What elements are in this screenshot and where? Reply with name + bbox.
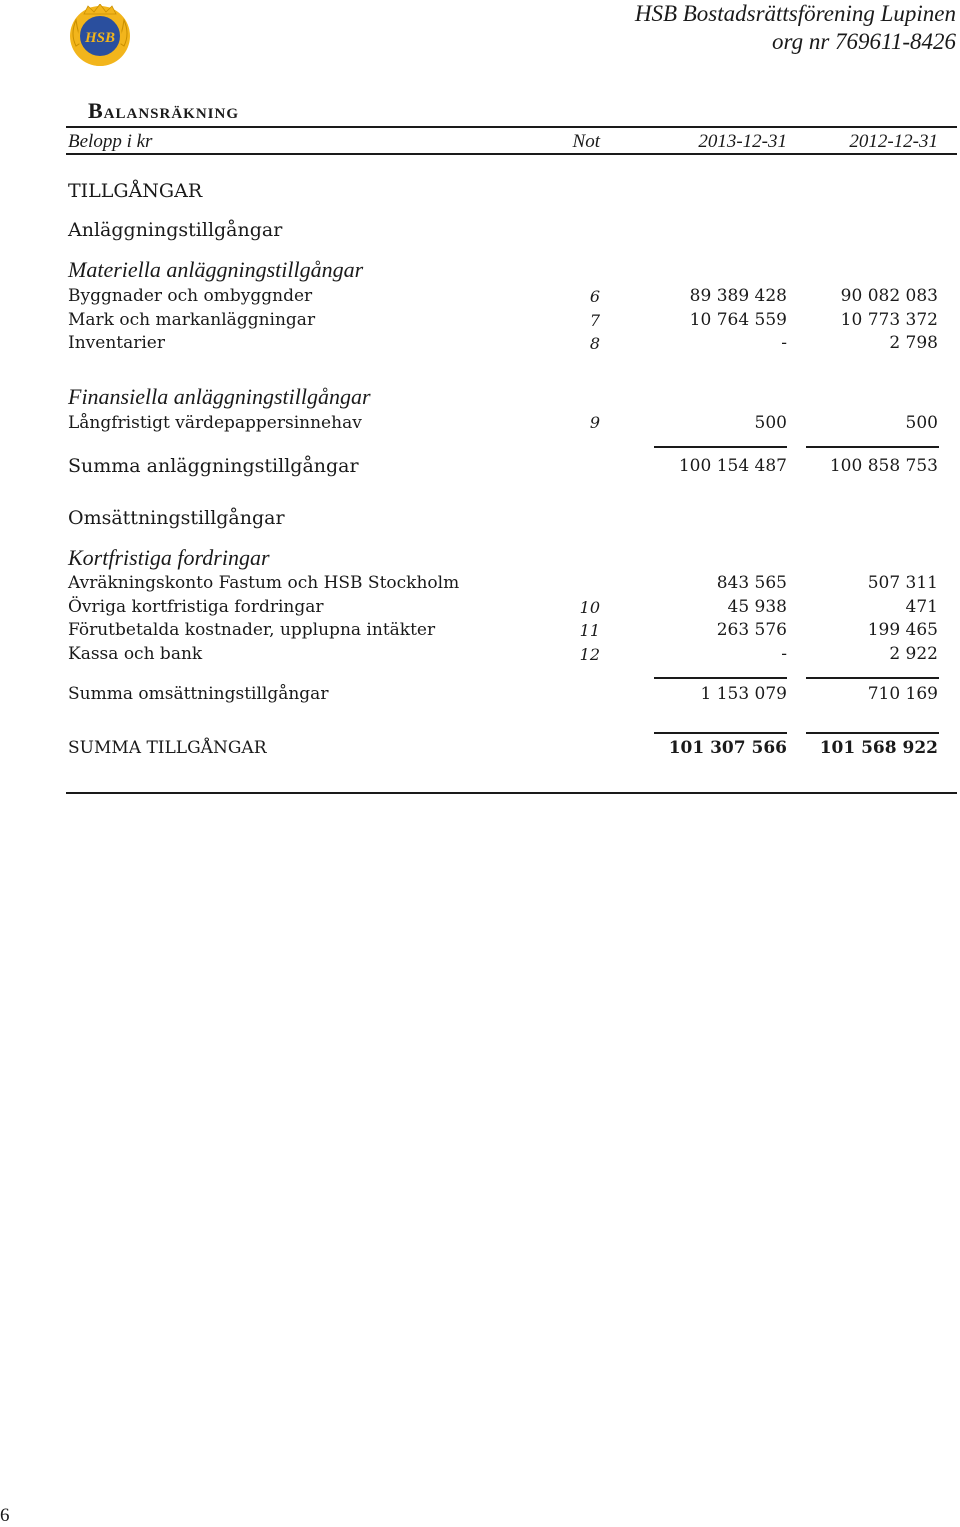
page-title: Balansräkning <box>88 98 240 123</box>
section-omsattning: Omsättningstillgångar <box>68 507 285 529</box>
hsb-logo <box>66 4 134 70</box>
col-header-2012: 2012-12-31 <box>849 131 938 152</box>
row-value-2012: 471 <box>905 597 938 617</box>
section-anlaggning: Anläggningstillgångar <box>68 219 283 241</box>
row-value-2012: 500 <box>905 413 938 433</box>
sum-underline-2013 <box>654 677 787 679</box>
subsection-finansiella: Finansiella anläggningstillgångar <box>68 384 371 409</box>
total-label: SUMMA TILLGÅNGAR <box>68 738 267 758</box>
row-value-2013: 263 576 <box>716 620 787 640</box>
row-value-2013: 500 <box>754 413 787 433</box>
total-underline-2013 <box>654 732 787 734</box>
col-header-label: Belopp i kr <box>68 131 153 152</box>
section-tillgangar: TILLGÅNGAR <box>68 180 203 202</box>
row-value-2012: 10 773 372 <box>840 310 938 330</box>
title-rule <box>66 126 957 128</box>
row-label: Förutbetalda kostnader, upplupna intäkter <box>68 620 436 640</box>
row-not: 12 <box>579 645 600 664</box>
row-label: Övriga kortfristiga fordringar <box>68 597 324 617</box>
total-value-2013: 101 307 566 <box>668 738 787 758</box>
row-value-2013: 843 565 <box>716 573 787 593</box>
row-value-2012: 199 465 <box>867 620 938 640</box>
sum-underline-2013 <box>654 446 787 448</box>
col-header-2013: 2013-12-31 <box>698 131 787 152</box>
row-not: 11 <box>579 621 600 640</box>
total-value-2012: 101 568 922 <box>819 738 938 758</box>
subsection-materiella: Materiella anläggningstillgångar <box>68 257 364 282</box>
row-label: Byggnader och ombyggnder <box>68 286 313 306</box>
org-number: org nr 769611-8426 <box>772 29 956 54</box>
row-value-2013: 89 389 428 <box>689 286 787 306</box>
page-number: 6 <box>0 1505 10 1526</box>
header-rule <box>66 153 957 155</box>
sum-label: Summa anläggningstillgångar <box>68 455 359 477</box>
row-label: Kassa och bank <box>68 644 203 664</box>
sum-label: Summa omsättningstillgångar <box>68 684 329 704</box>
bottom-rule <box>66 792 957 794</box>
subsection-kortfristiga: Kortfristiga fordringar <box>68 545 270 570</box>
row-label: Inventarier <box>68 333 165 353</box>
sum-value-2012: 100 858 753 <box>829 456 938 476</box>
row-label: Mark och markanläggningar <box>68 310 316 330</box>
org-name: HSB Bostadsrättsförening Lupinen <box>634 1 956 26</box>
row-value-2012: 2 798 <box>889 333 938 353</box>
sum-value-2012: 710 169 <box>867 684 938 704</box>
row-value-2013: 45 938 <box>727 597 787 617</box>
sum-value-2013: 100 154 487 <box>678 456 787 476</box>
row-value-2012: 507 311 <box>867 573 938 593</box>
sum-underline-2012 <box>806 677 939 679</box>
row-not: 8 <box>589 334 600 353</box>
row-value-2013: - <box>781 333 787 353</box>
org-header <box>635 0 956 56</box>
row-not: 6 <box>589 287 600 306</box>
row-not: 7 <box>589 311 600 330</box>
logo-text: HSB <box>84 30 116 46</box>
sum-value-2013: 1 153 079 <box>700 684 787 704</box>
row-not: 10 <box>579 598 600 617</box>
row-label: Långfristigt värdepappersinnehav <box>68 413 362 433</box>
row-not: 9 <box>589 413 600 432</box>
row-value-2013: - <box>781 644 787 664</box>
row-value-2013: 10 764 559 <box>689 310 787 330</box>
row-label: Avräkningskonto Fastum och HSB Stockholm <box>68 573 460 593</box>
col-header-not: Not <box>572 131 600 152</box>
total-underline-2012 <box>806 732 939 734</box>
sum-underline-2012 <box>806 446 939 448</box>
row-value-2012: 2 922 <box>889 644 938 664</box>
row-value-2012: 90 082 083 <box>840 286 938 306</box>
